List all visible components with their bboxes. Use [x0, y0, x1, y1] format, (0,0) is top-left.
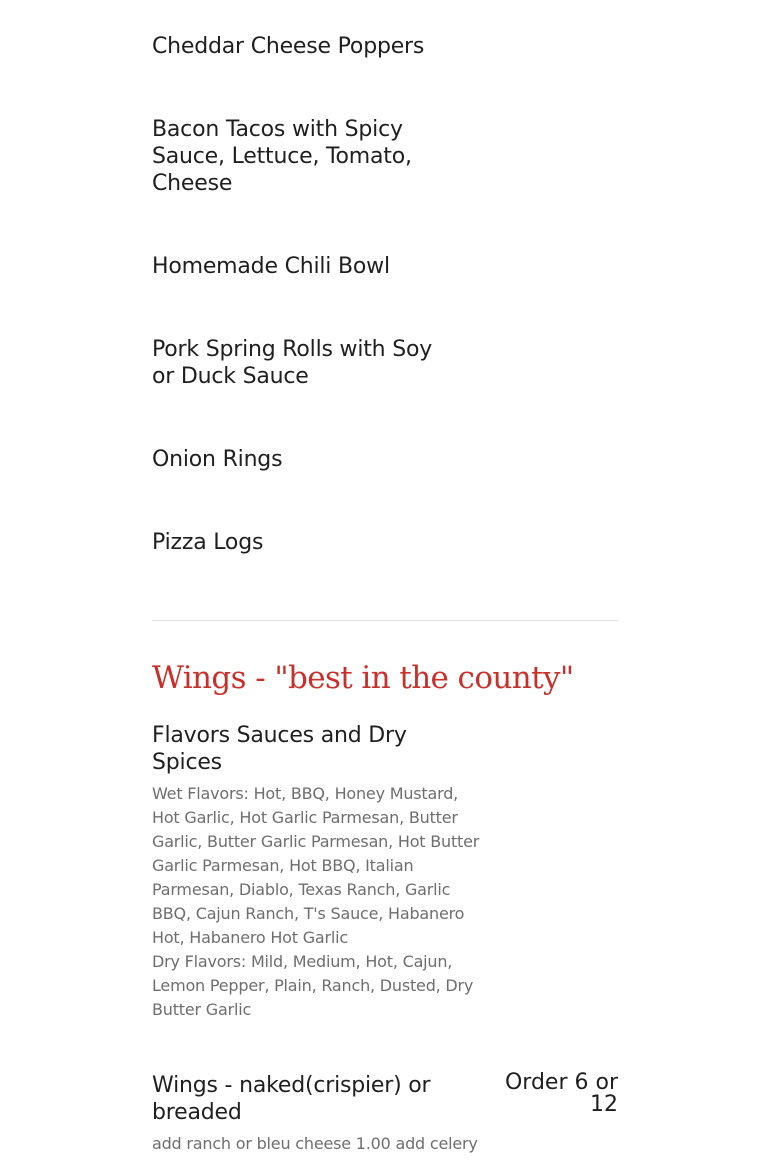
wet-flavors-description: Wet Flavors: Hot, BBQ, Honey Mustard, Hot Garlic, Hot Garlic Parmesan, Butter Garlic, Butter Garlic Parmesan, Hot Butter Garlic Parmesan, Hot BBQ, Italian Parmesan, Diablo, Texas Ranch, Garlic BBQ, Cajun Ranch, T's Sauce, Habanero Hot, Habanero Hot Garlic [152, 784, 480, 947]
menu-item [152, 116, 618, 197]
menu-item [152, 446, 618, 473]
menu-item [152, 253, 618, 280]
section-title: Wings - "best in the county" [152, 660, 574, 696]
menu-item-name: Pizza Logs [152, 530, 264, 555]
menu-item-description: add ranch or bleu cheese 1.00 add celery [152, 1134, 478, 1153]
menu-item-name: Pork Spring Rolls with Soy or Duck Sauce [152, 337, 433, 389]
menu-item-name: Cheddar Cheese Poppers [152, 34, 425, 59]
menu-item-name: Flavors Sauces and Dry Spices [152, 723, 407, 775]
menu-item-name: Homemade Chili Bowl [152, 254, 390, 279]
menu-item-name: Wings - naked(crispier) or breaded [152, 1073, 431, 1125]
menu-item [152, 336, 618, 390]
menu-item-name: Bacon Tacos with Spicy Sauce, Lettuce, Tomato, Cheese [152, 117, 412, 196]
section-divider [152, 620, 618, 621]
menu-item-name: Onion Rings [152, 447, 283, 472]
menu-item-price: Order 6 or 12 [504, 1070, 618, 1117]
menu-item [152, 1072, 618, 1156]
menu-item [152, 529, 618, 556]
dry-flavors-description: Dry Flavors: Mild, Medium, Hot, Cajun, Lemon Pepper, Plain, Ranch, Dusted, Dry Butter Garlic [152, 952, 474, 1019]
menu-item [152, 722, 618, 1022]
menu-item [152, 33, 618, 60]
